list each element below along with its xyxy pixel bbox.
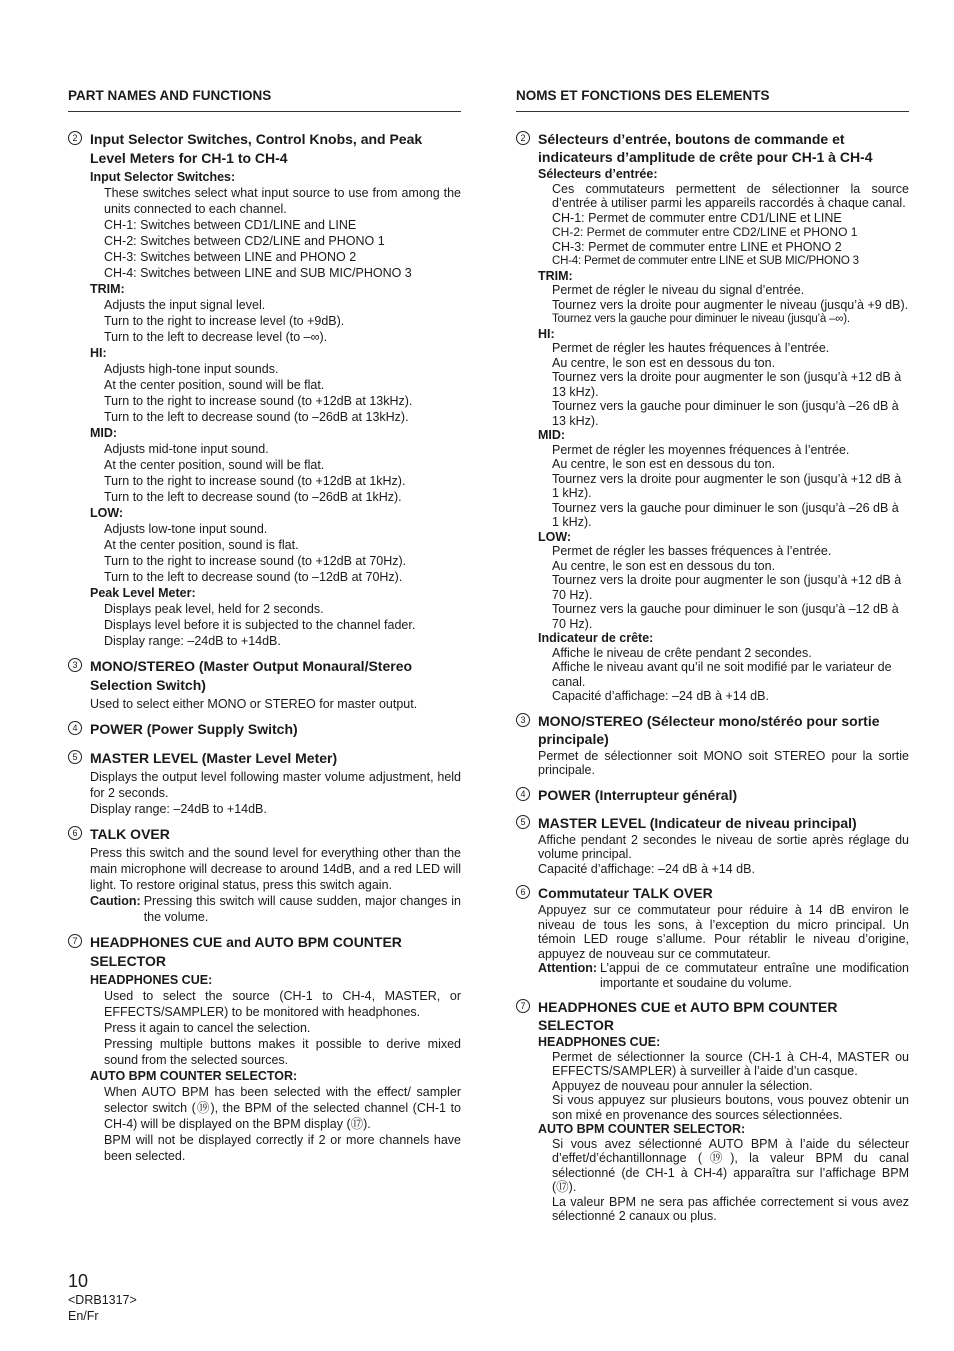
item-number: 6 [68,826,82,840]
caution-label: Attention: [538,961,598,975]
document-code: <DRB1317> [68,1293,137,1307]
text-line: Affiche le niveau avant qu’il ne soit modifié par le variateur de canal. [552,660,892,689]
text-line: Adjusts mid-tone input sound. [104,442,269,456]
section-title: MASTER LEVEL (Master Level Meter) [90,750,338,766]
text-line: Tournez vers la droite pour augmenter le niveau (jusqu’à +9 dB). [552,297,909,312]
subheading: AUTO BPM COUNTER SELECTOR: [90,1069,298,1083]
item-number: 3 [516,713,530,727]
text-line: Au centre, le son est en dessous du ton. [552,558,776,573]
page-footer [68,1270,137,1324]
caution-text: L’appui de ce commutateur entraîne une modification importante et soudaine du volume. [600,961,909,990]
text-line: CH-3: Permet de commuter entre LINE et PHONO 2 [552,239,842,254]
text-line: Permet de régler le niveau du signal d’entrée. [552,283,805,297]
text-line: CH-1: Permet de commuter entre CD1/LINE et LINE [552,210,842,225]
section-mono-stereo [68,657,461,712]
item-number: 5 [68,750,82,764]
subheading: TRIM: [538,268,573,283]
text-line: CH-1: Switches between CD1/LINE and LINE [104,218,357,232]
page-number: 10 [68,1271,89,1291]
section-title: Commutateur TALK OVER [538,885,713,901]
text-line: Turn to the left to decrease sound (to –26dB at 1kHz). [104,490,402,504]
text-line: Tournez vers la gauche pour diminuer le son (jusqu’à –12 dB à 70 Hz). [552,602,899,631]
text-line: Turn to the right to increase sound (to +12dB at 1kHz). [104,474,406,488]
item-number: 2 [516,131,530,145]
subheading: HEADPHONES CUE: [90,973,213,987]
section-title: HEADPHONES CUE and AUTO BPM COUNTER SELECTOR [90,934,402,969]
subheading: MID: [90,426,118,440]
section-master-level [68,749,461,817]
text-line: CH-2: Permet de commuter entre CD2/LINE et PHONO 1 [552,225,858,239]
section-title: MASTER LEVEL (Indicateur de niveau principal) [538,814,857,831]
subheading: Indicateur de crête: [538,631,654,645]
text-line: Tournez vers la gauche pour diminuer le niveau (jusqu’à –∞). [552,313,850,325]
item-number: 6 [516,885,530,899]
english-column [68,88,461,1172]
paragraph: Appuyez sur ce commutateur pour réduire à 14 dB environ le niveau de tous les sons, à l’exception du micro principal. Un témoin LED rouge s’allume. Pour rétablir le niveau d’origine, appuyez de nouveau sur ce commutateur. [538,903,909,961]
paragraph: Ces commutateurs permettent de sélectionner la source d’entrée à utiliser parmi les appareils raccordés à chaque canal. [552,181,909,210]
text-line: Adjusts the input signal level. [104,298,266,312]
text-line: Turn to the right to increase sound (to +12dB at 70Hz). [104,554,407,568]
text-line: Au centre, le son est en dessous du ton. [552,355,776,370]
section-input-selectors [68,130,461,649]
section-talk-over [516,884,909,990]
text-line: Affiche le niveau de crête pendant 2 secondes. [552,645,812,660]
subheading: LOW: [90,506,124,520]
section-title: Sélecteurs d’entrée, boutons de commande et indicateurs d’amplitude de crête pour CH-1 à CH-4 [538,131,873,165]
paragraph: When AUTO BPM has been selected with the effect/ sampler selector switch (⑲), the BPM of the selected channel (CH-1 to CH-4) will be displayed on the BPM display (⑰). [104,1085,461,1131]
section-title: HEADPHONES CUE et AUTO BPM COUNTER SELECTOR [538,999,838,1033]
paragraph: Press this switch and the sound level for everything other than the main microphone will decrease to around 14dB, and a red LED will light. To restore original status, press this switch again. [90,846,461,892]
item-number: 5 [516,815,530,829]
section-input-selectors [516,130,909,704]
text-line: CH-3: Switches between LINE and PHONO 2 [104,250,357,264]
paragraph: Used to select the source (CH-1 to CH-4, MASTER, or EFFECTS/SAMPLER) to be monitored with headphones. [104,989,461,1019]
subheading: Input Selector Switches: [90,170,236,184]
section-title: POWER (Interrupteur général) [538,786,738,803]
section-title: Input Selector Switches, Control Knobs, and Peak Level Meters for CH-1 to CH-4 [90,131,423,166]
caution-note [90,893,461,925]
subheading: MID: [538,428,566,442]
caution-label: Caution: [90,894,141,908]
item-number: 4 [516,787,530,801]
text-line: At the center position, sound is flat. [104,538,299,552]
paragraph: Pressing multiple buttons makes it possible to derive mixed sound from the selected sources. [104,1037,461,1067]
section-power [68,720,461,739]
text-line: Capacité d’affichage: –24 dB à +14 dB. [552,689,769,703]
text-line: Adjusts high-tone input sounds. [104,362,279,376]
paragraph: Permet de sélectionner la source (CH-1 à CH-4, MASTER ou EFFECTS/SAMPLER) à surveiller à l’aide d’un casque. [552,1049,909,1078]
section-title: MONO/STEREO (Sélecteur mono/stéréo pour sortie principale) [538,712,880,747]
subheading: Sélecteurs d’entrée: [538,167,658,181]
column-heading: PART NAMES AND FUNCTIONS [68,88,461,112]
section-headphones-cue [516,998,909,1224]
text-line: Turn to the left to decrease level (to –∞). [104,330,328,344]
text-line: Displays level before it is subjected to the channel fader. [104,618,416,632]
item-number: 7 [68,934,82,948]
paragraph: BPM will not be displayed correctly if 2 or more channels have been selected. [104,1133,461,1163]
paragraph: Displays the output level following master volume adjustment, held for 2 seconds. [90,770,461,800]
column-heading: NOMS ET FONCTIONS DES ELEMENTS [516,88,909,112]
section-title: POWER (Power Supply Switch) [90,721,298,737]
paragraph: La valeur BPM ne sera pas affichée correctement si vous avez sélectionné 2 canaux ou plus. [552,1194,909,1223]
text-line: Tournez vers la droite pour augmenter le son (jusqu’à +12 dB à 13 kHz). [552,370,902,399]
text-line: Capacité d’affichage: –24 dB à +14 dB. [538,861,755,876]
text-line: Turn to the left to decrease sound (to –26dB at 13kHz). [104,410,409,424]
item-number: 3 [68,658,82,672]
text-line: Turn to the right to increase level (to +9dB). [104,314,345,328]
text-line: Adjusts low-tone input sound. [104,522,268,536]
item-number: 4 [68,721,82,735]
text-line: Turn to the left to decrease sound (to –12dB at 70Hz). [104,570,403,584]
section-master-level [516,814,909,877]
french-column [516,88,909,1232]
text-line: Appuyez de nouveau pour annuler la sélection. [552,1078,813,1093]
text-line: Permet de régler les basses fréquences à l’entrée. [552,544,832,558]
language-code: En/Fr [68,1309,99,1323]
section-mono-stereo [516,712,909,778]
paragraph: Affiche pendant 2 secondes le niveau de sortie après réglage du volume principal. [538,832,909,861]
text-line: At the center position, sound will be flat. [104,378,325,392]
text-line: Permet de régler les moyennes fréquences à l’entrée. [552,442,850,457]
item-number: 2 [68,131,82,145]
text-line: Tournez vers la droite pour augmenter le son (jusqu’à +12 dB à 1 kHz). [552,471,902,500]
subheading: LOW: [538,529,572,544]
paragraph: Permet de sélectionner soit MONO soit STEREO pour la sortie principale. [538,748,909,777]
paragraph: These switches select what input source to use from among the units connected to each channel. [104,186,461,216]
text-line: Turn to the right to increase sound (to +12dB at 13kHz). [104,394,413,408]
subheading: TRIM: [90,282,125,296]
caution-note [538,961,909,990]
paragraph: Used to select either MONO or STEREO for master output. [90,697,418,711]
subheading: HI: [538,326,555,341]
paragraph: Si vous avez sélectionné AUTO BPM à l’aide du sélecteur d’effet/d’échantillonnage (⑲), la valeur BPM du canal sélectionné (de CH-1 à CH-4) apparaîtra sur l’affichage BPM (⑰). [552,1136,909,1194]
text-line: At the center position, sound will be flat. [104,458,325,472]
section-title: MONO/STEREO (Master Output Monaural/Stereo Selection Switch) [90,658,413,693]
text-line: Display range: –24dB to +14dB. [90,802,267,816]
text-line: Permet de régler les hautes fréquences à l’entrée. [552,341,830,355]
subheading: Peak Level Meter: [90,586,196,600]
text-line: CH-4: Switches between LINE and SUB MIC/PHONO 3 [104,266,412,280]
text-line: Displays peak level, held for 2 seconds. [104,602,324,616]
section-power [516,786,909,804]
item-number: 7 [516,999,530,1013]
paragraph: Si vous appuyez sur plusieurs boutons, vous pouvez obtenir un son mixé en provenance des sources sélectionnées. [552,1093,909,1122]
section-headphones-cue [68,933,461,1164]
subheading: AUTO BPM COUNTER SELECTOR: [538,1122,746,1136]
text-line: Au centre, le son est en dessous du ton. [552,457,776,471]
subheading: HI: [90,346,107,360]
subheading: HEADPHONES CUE: [538,1035,661,1049]
text-line: CH-2: Switches between CD2/LINE and PHONO 1 [104,234,385,248]
text-line: Display range: –24dB to +14dB. [104,634,281,648]
text-line: Tournez vers la droite pour augmenter le son (jusqu’à +12 dB à 70 Hz). [552,573,902,602]
text-line: CH-4: Permet de commuter entre LINE et SUB MIC/PHONO 3 [552,255,859,267]
text-line: Tournez vers la gauche pour diminuer le son (jusqu’à –26 dB à 1 kHz). [552,500,899,529]
caution-text: Pressing this switch will cause sudden, major changes in the volume. [143,894,461,924]
text-line: Press it again to cancel the selection. [104,1021,311,1035]
section-talk-over [68,825,461,925]
text-line: Tournez vers la gauche pour diminuer le son (jusqu’à –26 dB à 13 kHz). [552,399,899,428]
section-title: TALK OVER [90,826,170,842]
